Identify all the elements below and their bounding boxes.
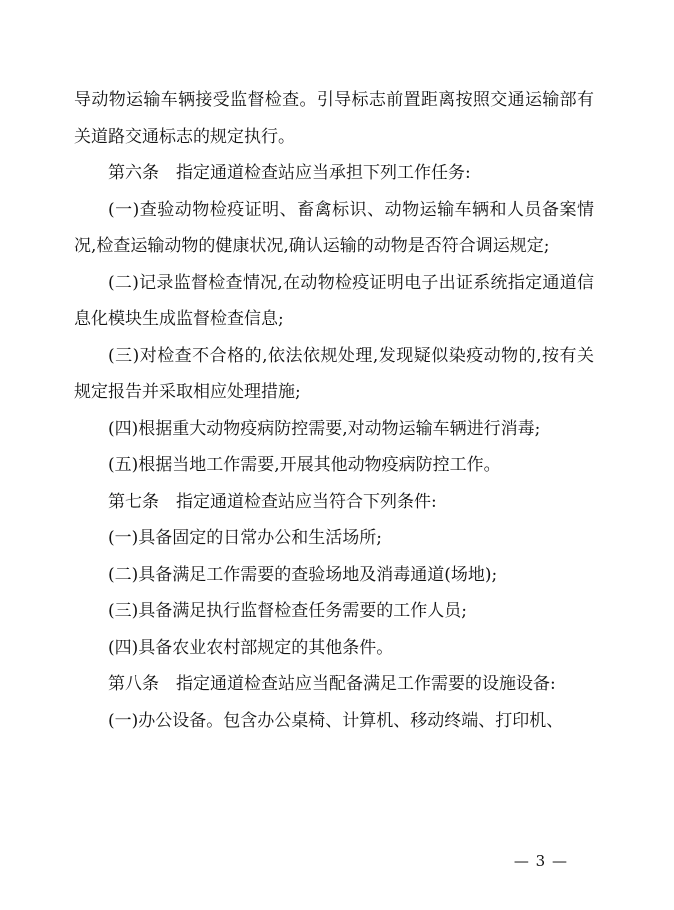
article-6-item-4: (四)根据重大动物疫病防控需要,对动物运输车辆进行消毒; — [108, 418, 541, 439]
paragraph-continuation: 导动物运输车辆接受监督检查。引导标志前置距离按照交通运输部有关道路交通标志的规定执行。 — [74, 90, 594, 147]
article-6-item-1: (一)查验动物检疫证明、畜禽标识、动物运输车辆和人员备案情况,检查运输动物的健康状况,确认运输的动物是否符合调运规定; — [74, 199, 594, 256]
article-6-item-5: (五)根据当地工作需要,开展其他动物疫病防控工作。 — [108, 455, 501, 475]
article-7-item-2: (二)具备满足工作需要的查验场地及消毒通道(场地); — [108, 564, 498, 585]
document-body — [74, 82, 594, 739]
article-8-heading: 第八条 指定通道检查站应当配备满足工作需要的设施设备: — [108, 674, 556, 694]
article-7-item-4: (四)具备农业农村部规定的其他条件。 — [108, 637, 394, 658]
article-6-item-2: (二)记录监督检查情况,在动物检疫证明电子出证系统指定通道信息化模块生成监督检查信息; — [74, 272, 594, 329]
article-8-item-1: (一)办公设备。包含办公桌椅、计算机、移动终端、打印机、 — [108, 710, 564, 731]
article-7-heading: 第七条 指定通道检查站应当符合下列条件: — [108, 491, 437, 512]
article-7-item-3: (三)具备满足执行监督检查任务需要的工作人员; — [108, 601, 467, 621]
article-6-item-3: (三)对检查不合格的,依法依规处理,发现疑似染疫动物的,按有关规定报告并采取相应处理措施; — [74, 345, 594, 402]
article-6-heading: 第六条 指定通道检查站应当承担下列工作任务: — [108, 163, 471, 183]
article-7-item-1: (一)具备固定的日常办公和生活场所; — [108, 528, 382, 548]
page-number: — 3 — — [513, 852, 568, 870]
